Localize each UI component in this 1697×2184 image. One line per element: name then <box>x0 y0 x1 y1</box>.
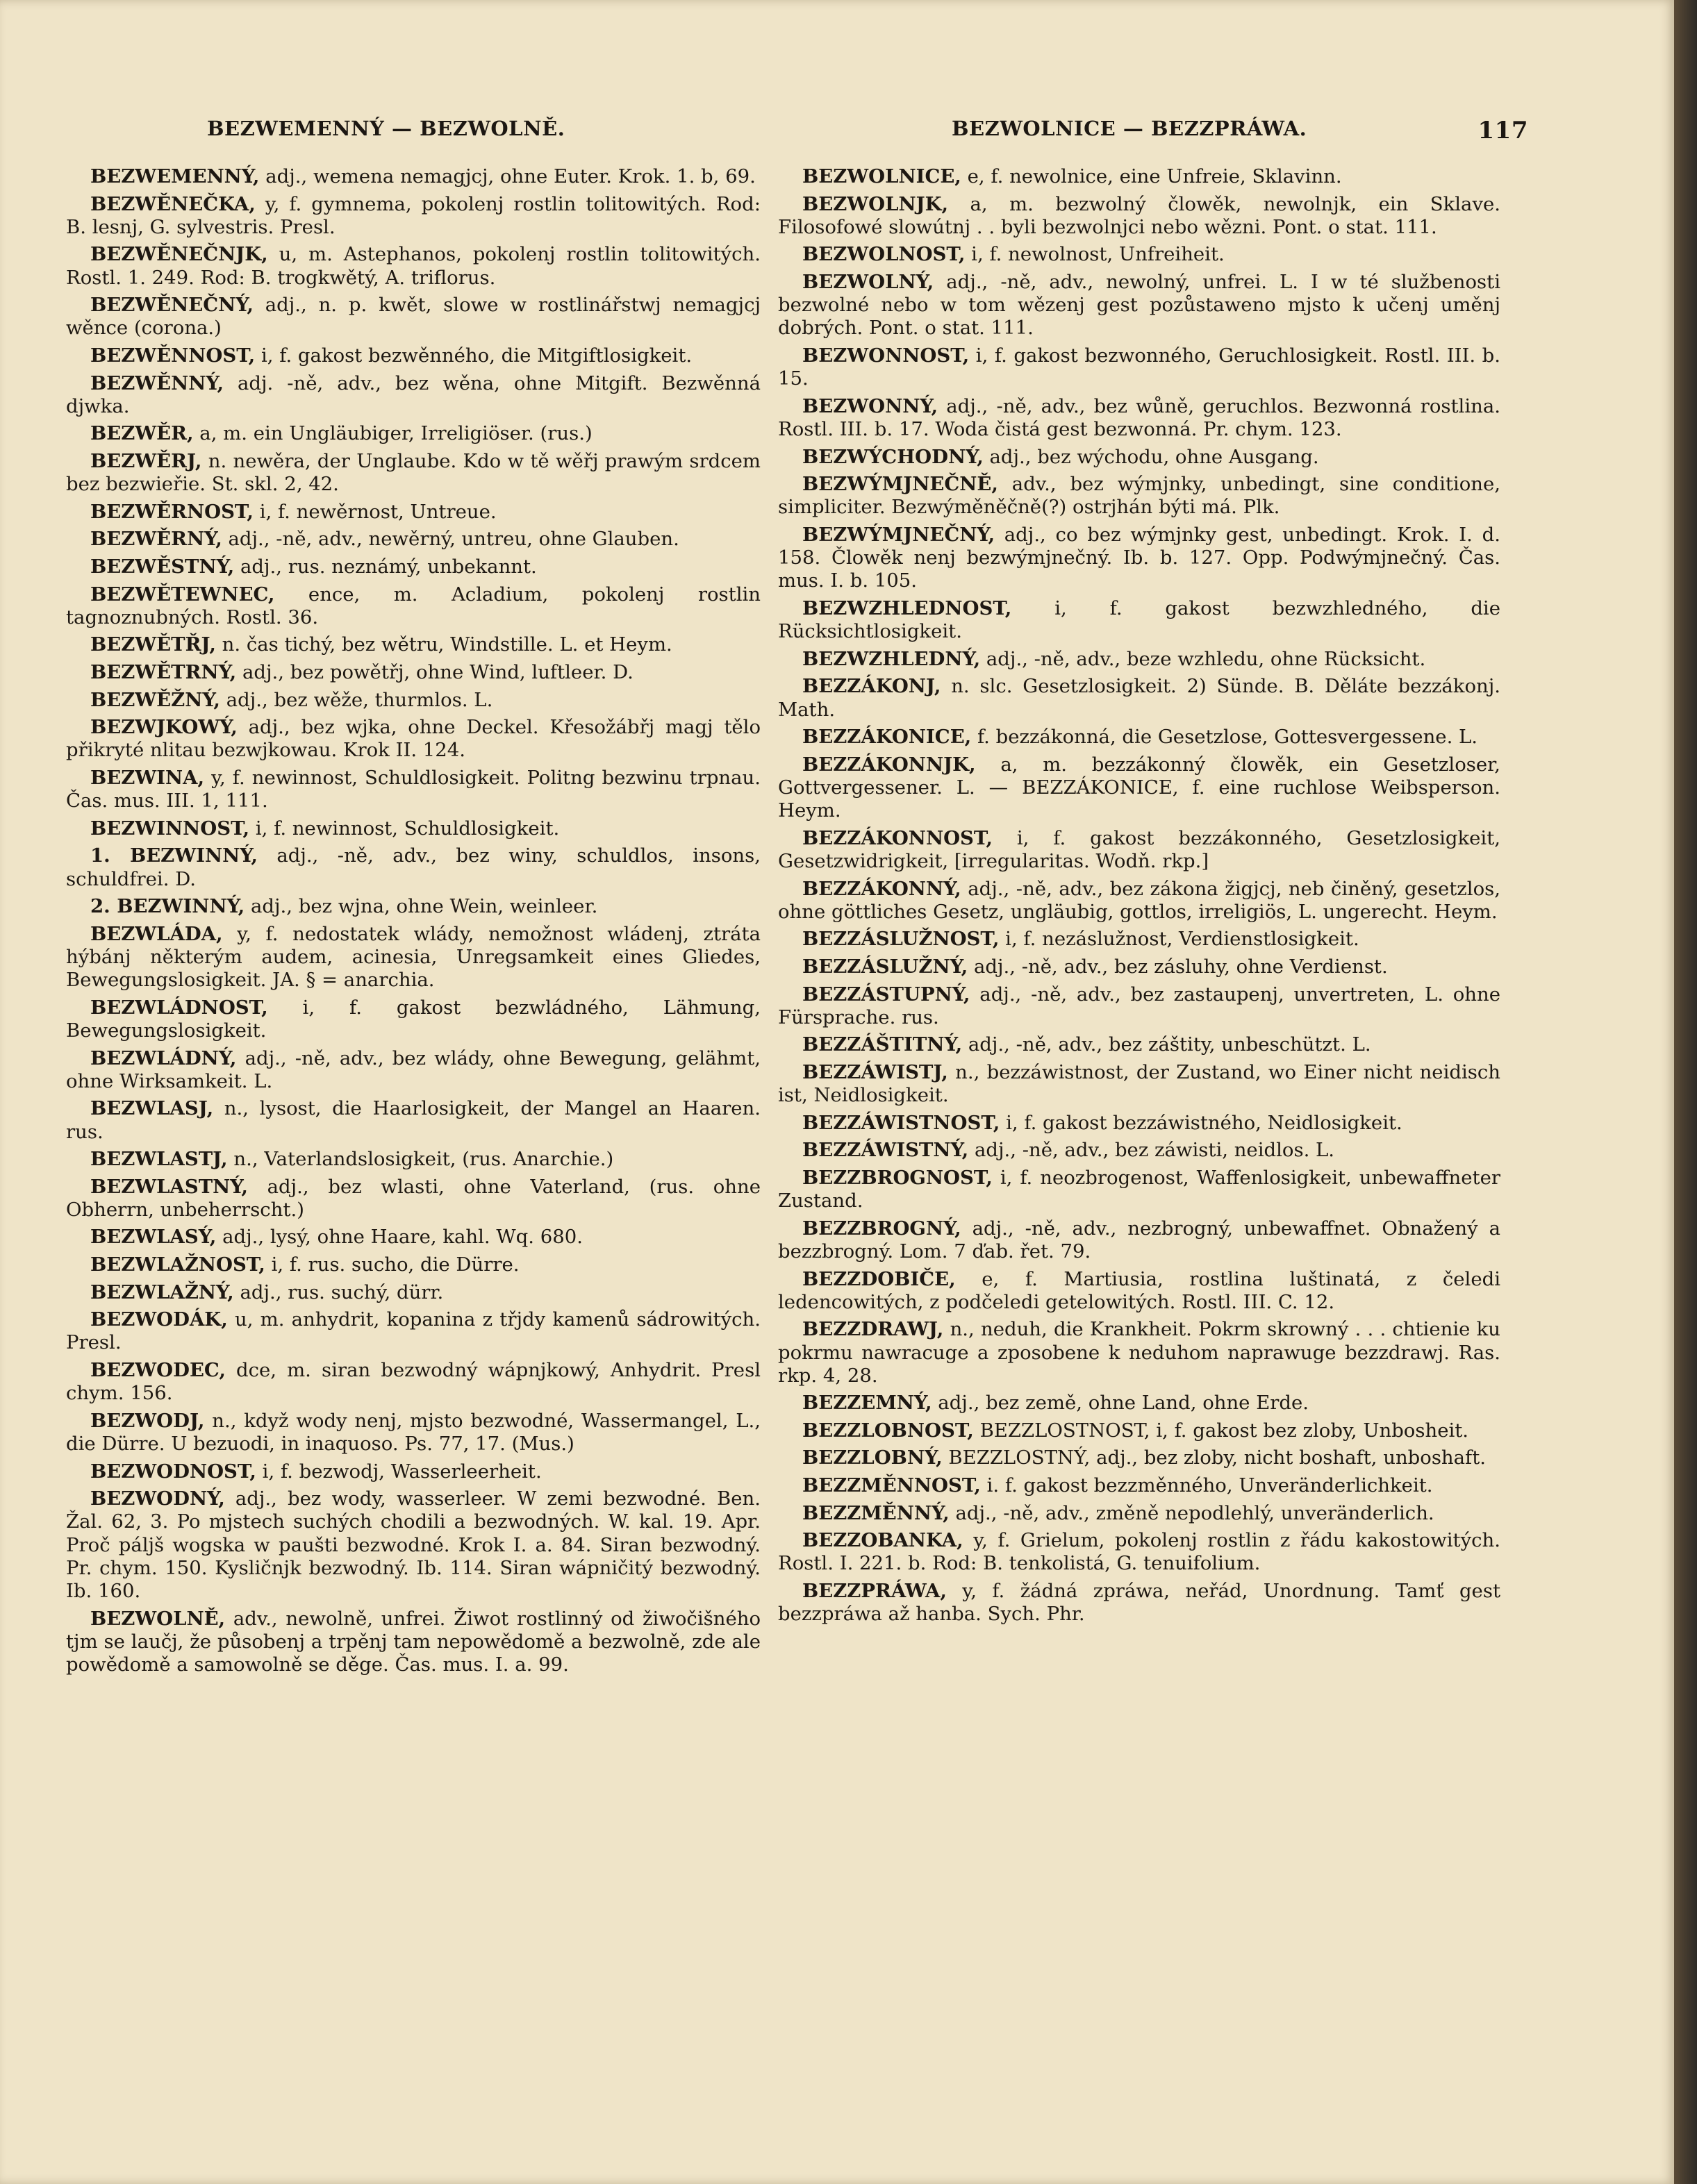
dictionary-entry <box>778 1268 1500 1314</box>
right-column <box>778 165 1500 1631</box>
dictionary-entry <box>778 1529 1500 1575</box>
dictionary-entry <box>778 1139 1500 1162</box>
dictionary-entry <box>66 528 761 551</box>
entry-headword: BEZWLÁDNOST, <box>90 996 268 1019</box>
dictionary-entry <box>778 271 1500 340</box>
entry-definition: e, f. Martiusia, rostlina luštinatá, z čeledi ledencowitých, z podčeledi getelowitých. Rostl. III. C. 12. <box>778 1267 1500 1313</box>
entry-definition: adj., -ně, adv., bez winy, schuldlos, insons, schuldfrei. D. <box>66 844 761 890</box>
entry-headword: BEZWLÁDA, <box>90 922 223 945</box>
entry-headword: BEZZLOBNOST, <box>802 1419 974 1442</box>
dictionary-entry <box>66 243 761 289</box>
entry-headword: BEZWĚRNÝ, <box>90 528 222 551</box>
dictionary-entry <box>778 983 1500 1029</box>
dictionary-entry <box>66 583 761 629</box>
entry-headword: BEZWÝMJNEČNÝ, <box>802 523 995 546</box>
entry-definition: i. f. gakost bezzměnného, Unveränderlichkeit. <box>980 1474 1433 1497</box>
entry-definition: adj., n. p. kwět, slowe w rostlinářstwj nemagjcj wěnce (corona.) <box>66 294 761 340</box>
entry-headword: BEZWĚR, <box>90 422 194 445</box>
entry-definition: adj., -ně, adv., newolný, unfrei. L. I w té službenosti bezwolné nebo w tom wězenj gest pozůstaweno mjsto k učenj uměnj dobrých. Pont. o stat. 111. <box>778 270 1500 340</box>
dictionary-entry <box>66 633 761 656</box>
entry-headword: BEZWĚRJ, <box>90 449 202 472</box>
entry-headword: BEZWLASÝ, <box>90 1226 217 1249</box>
entry-headword: BEZZMĚNNOST, <box>802 1474 981 1497</box>
dictionary-entry <box>778 928 1500 951</box>
entry-definition: adj., co bez wýmjnky gest, unbedingt. Krok. I. d. 158. Člowěk nenj bezwýmjnečný. Ib. b. 127. Opp. Podwýmjnečný. Čas. mus. I. b. 105. <box>778 523 1500 592</box>
dictionary-entry <box>778 344 1500 390</box>
dictionary-entry <box>778 473 1500 519</box>
entry-definition: y, f. žádná zpráwa, neřád, Unordnung. Tamť gest bezzpráwa až hanba. Sych. Phr. <box>778 1580 1500 1626</box>
dictionary-entry <box>66 689 761 712</box>
entry-headword: BEZWOLNÝ, <box>802 270 934 293</box>
dictionary-entry <box>778 1474 1500 1497</box>
entry-definition: adj., -ně, adv., bez wlády, ohne Bewegung, gelähmt, ohne Wirksamkeit. L. <box>66 1047 761 1092</box>
dictionary-entry <box>778 243 1500 266</box>
entry-headword: BEZWJKOWÝ, <box>90 716 238 739</box>
entry-headword: BEZWLÁDNÝ, <box>90 1047 237 1069</box>
entry-definition: i, f. gakost bezwěnného, die Mitgiftlosigkeit. <box>255 344 693 367</box>
entry-definition: n. čas tichý, bez wětru, Windstille. L. et Heym. <box>215 633 672 656</box>
entry-definition: i, f. bezwodj, Wasserleerheit. <box>256 1460 542 1483</box>
entry-headword: BEZZÁŠTITNÝ, <box>802 1033 963 1056</box>
dictionary-entry <box>778 726 1500 749</box>
entry-headword: BEZWĚNEČKA, <box>90 192 256 215</box>
dictionary-entry <box>66 1047 761 1093</box>
dictionary-entry <box>66 422 761 445</box>
dictionary-entry <box>66 661 761 684</box>
entry-definition: n., Vaterlandslosigkeit, (rus. Anarchie.) <box>227 1148 614 1171</box>
entry-definition: y, f. Grielum, pokolenj rostlin z řádu kakostowitých. Rostl. I. 221. b. Rod: B. tenkolistá, G. tenuifolium. <box>778 1529 1500 1575</box>
dictionary-entry <box>778 1167 1500 1212</box>
dictionary-entry <box>66 817 761 840</box>
entry-definition: adj., lysý, ohne Haare, kahl. Wq. 680. <box>216 1226 583 1249</box>
entry-headword: BEZWÝMJNEČNĚ, <box>802 473 998 496</box>
entry-headword: 2. BEZWINNÝ, <box>90 895 245 918</box>
entry-definition: n., bezzáwistnost, der Zustand, wo Einer nicht neidisch ist, Neidlosigkeit. <box>778 1060 1500 1107</box>
entry-headword: BEZZÁWISTNÝ, <box>802 1139 969 1162</box>
dictionary-entry <box>778 524 1500 593</box>
entry-headword: BEZZBROGNÝ, <box>802 1217 961 1240</box>
entry-headword: BEZWODNOST, <box>90 1460 256 1483</box>
dictionary-entry <box>778 1447 1500 1469</box>
dictionary-entry <box>66 1487 761 1603</box>
dictionary-entry <box>66 1460 761 1483</box>
dictionary-entry <box>778 1419 1500 1442</box>
dictionary-entry <box>778 1580 1500 1626</box>
entry-headword: BEZWĚNEČNJK, <box>90 243 268 266</box>
entry-definition: BEZZLOSTNOST, i, f. gakost bez zloby, Unbosheit. <box>973 1419 1469 1442</box>
entry-headword: BEZWOLNOST, <box>802 243 966 266</box>
entry-headword: BEZWZHLEDNOST, <box>802 597 1012 619</box>
dictionary-entry <box>778 956 1500 978</box>
dictionary-entry <box>66 1281 761 1304</box>
dictionary-entry <box>778 395 1500 441</box>
dictionary-entry <box>778 1318 1500 1387</box>
dictionary-entry <box>778 1217 1500 1263</box>
dictionary-entry <box>66 165 761 188</box>
book-edge <box>1674 0 1697 2184</box>
entry-headword: BEZWLASJ, <box>90 1097 214 1120</box>
entry-definition: i, f. gakost bezwládného, Lähmung, Bewegungslosigkeit. <box>66 996 761 1042</box>
entry-headword: BEZWODÁK, <box>90 1308 228 1331</box>
entry-definition: adj., bez wjka, ohne Deckel. Křesožábřj magj tělo přikryté nlitau bezwjkowau. Krok II. 124. <box>66 716 761 762</box>
entry-headword: BEZWĚNNOST, <box>90 344 256 367</box>
entry-headword: BEZWLAŽNÝ, <box>90 1281 234 1303</box>
entry-definition: i, f. gakost bezzákonného, Gesetzlosigkeit, Gesetzwidrigkeit, [irregularitas. Wodň. rkp.] <box>778 826 1500 872</box>
left-column <box>66 165 761 1681</box>
entry-headword: BEZZÁKONJ, <box>802 675 941 698</box>
entry-definition: adj., bez wěže, thurmlos. L. <box>220 688 493 711</box>
entry-headword: BEZWĚŽNÝ, <box>90 688 220 711</box>
entry-definition: u, m. anhydrit, kopanina z třjdy kamenů sádrowitých. Presl. <box>66 1308 761 1354</box>
entry-headword: BEZWĚTRNÝ, <box>90 660 237 683</box>
dictionary-entry <box>66 844 761 890</box>
entry-headword: BEZWOLNICE, <box>802 165 961 187</box>
dictionary-entry <box>66 344 761 367</box>
entry-definition: adj., wemena nemagjcj, ohne Euter. Krok. 1. b, 69. <box>259 165 756 187</box>
dictionary-entry <box>778 1392 1500 1415</box>
entry-headword: BEZWLASTJ, <box>90 1148 228 1171</box>
left-running-head: BEZWEMENNÝ — BEZWOLNĚ. <box>207 117 565 140</box>
entry-definition: i, f. gakost bezzáwistného, Neidlosigkeit. <box>1000 1111 1402 1134</box>
entry-headword: BEZWÝCHODNÝ, <box>802 445 984 468</box>
entry-headword: BEZZÁSLUŽNÝ, <box>802 955 968 978</box>
entry-headword: BEZZÁKONNOST, <box>802 826 993 849</box>
entry-definition: dce, m. siran bezwodný wápnjkowý, Anhydrit. Presl chym. 156. <box>66 1359 761 1405</box>
dictionary-entry <box>778 1061 1500 1107</box>
entry-headword: BEZZDRAWJ, <box>802 1318 944 1341</box>
entry-definition: i, f. rus. sucho, die Dürre. <box>265 1253 520 1276</box>
entry-definition: adj., -ně, adv., bez záwisti, neidlos. L. <box>968 1139 1335 1162</box>
entry-definition: f. bezzákonná, die Gesetzlose, Gottesvergessene. L. <box>971 726 1478 749</box>
entry-definition: e, f. newolnice, eine Unfreie, Sklavinn. <box>961 165 1342 187</box>
dictionary-entry <box>778 1033 1500 1056</box>
entry-headword: BEZWODEC, <box>90 1359 226 1382</box>
dictionary-entry <box>66 767 761 812</box>
entry-definition: adj., rus. suchý, dürr. <box>233 1281 444 1303</box>
entry-headword: BEZWLASTNÝ, <box>90 1175 248 1198</box>
dictionary-entry <box>66 1410 761 1456</box>
dictionary-entry <box>778 648 1500 671</box>
entry-headword: BEZWĚSTNÝ, <box>90 555 235 578</box>
entry-headword: BEZWOLNĚ, <box>90 1607 226 1630</box>
entry-definition: adj., bez wlasti, ohne Vaterland, (rus. ohne Obherrn, unbeherrscht.) <box>66 1175 761 1221</box>
entry-definition: adj., bez wjna, ohne Wein, weinleer. <box>245 895 598 918</box>
entry-definition: adj., bez wody, wasserleer. W zemi bezwodné. Ben. Žal. 62, 3. Po mjstech suchých chodili a bezwodných. W. kal. 19. Apr. Proč páljš wogska w paušti bezwodné. Krok I. a. 84. Siran bezwodný. Pr. chym. 150. Kysličnjk bezwodný. Ib. 114. Siran wápničitý bezwodný. Ib. 160. <box>66 1487 761 1603</box>
dictionary-entry <box>66 372 761 418</box>
entry-definition: adv., bez wýmjnky, unbedingt, sine conditione, simpliciter. Bezwýměněčně(?) ostrjhán býti má. Plk. <box>778 473 1500 519</box>
dictionary-entry <box>778 165 1500 188</box>
entry-headword: BEZZPRÁWA, <box>802 1580 947 1603</box>
entry-definition: a, m. ein Ungläubiger, Irreligiöser. (rus.) <box>193 422 593 445</box>
page-number: 117 <box>1477 117 1528 144</box>
entry-headword: BEZWODNÝ, <box>90 1487 225 1510</box>
dictionary-entry <box>66 923 761 992</box>
dictionary-entry <box>778 193 1500 239</box>
entry-headword: BEZWZHLEDNÝ, <box>802 647 981 670</box>
entry-definition: adj., -ně, adv., beze wzhledu, ohne Rücksicht. <box>980 647 1426 670</box>
dictionary-entry <box>66 556 761 578</box>
entry-definition: i, f. newěrnost, Untreue. <box>253 500 497 523</box>
entry-headword: BEZZÁWISTNOST, <box>802 1111 1000 1134</box>
entry-headword: BEZZÁKONNÝ, <box>802 877 961 900</box>
dictionary-entry <box>778 753 1500 823</box>
entry-headword: BEZZEMNÝ, <box>802 1392 932 1415</box>
entry-headword: BEZZÁKONNJK, <box>802 753 976 776</box>
entry-headword: BEZZLOBNÝ, <box>802 1447 943 1469</box>
entry-definition: i, f. nezáslužnost, Verdienstlosigkeit. <box>999 928 1359 951</box>
entry-headword: BEZZBROGNOST, <box>802 1166 993 1189</box>
entry-definition: i, f. gakost bezwonného, Geruchlosigkeit. Rostl. III. b. 15. <box>778 344 1500 390</box>
entry-definition: y, f. nedostatek wlády, nemožnost wládenj, ztráta hýbánj některým audem, acinesia, Unregsamkeit eines Gliedes, Bewegungslosigkeit. JA. § = anarchia. <box>66 922 761 992</box>
dictionary-entry <box>66 716 761 762</box>
entry-definition: u, m. Astephanos, pokolenj rostlin tolitowitých. Rostl. 1. 249. Rod: B. trogkwětý, A. triflorus. <box>66 243 761 289</box>
dictionary-entry <box>778 1112 1500 1135</box>
dictionary-entry <box>66 895 761 918</box>
entry-headword: BEZZÁWISTJ, <box>802 1060 948 1083</box>
entry-headword: BEZWLAŽNOST, <box>90 1253 265 1276</box>
dictionary-entry <box>66 1226 761 1249</box>
dictionary-entry <box>778 597 1500 643</box>
dictionary-entry <box>778 446 1500 469</box>
entry-headword: BEZWODJ, <box>90 1409 205 1432</box>
dictionary-entry <box>66 1148 761 1171</box>
dictionary-entry <box>66 294 761 340</box>
entry-definition: ence, m. Acladium, pokolenj rostlin tagnoznubných. Rostl. 36. <box>66 583 761 628</box>
entry-headword: BEZWĚNEČNÝ, <box>90 294 254 317</box>
dictionary-entry <box>66 1359 761 1405</box>
dictionary-entry <box>66 1253 761 1276</box>
entry-headword: BEZWĚRNOST, <box>90 500 254 523</box>
entry-headword: BEZWINA, <box>90 766 205 789</box>
entry-definition: adj., bez powětřj, ohne Wind, luftleer. D. <box>236 660 634 683</box>
entry-headword: BEZZÁSLUŽNOST, <box>802 928 1000 951</box>
dictionary-entry <box>66 450 761 496</box>
entry-headword: BEZWEMENNÝ, <box>90 165 260 187</box>
entry-definition: adj., -ně, adv., bez zákona žigjcj, neb činěný, gesetzlos, ohne göttliches Gesetz, ungläubig, gottlos, irreligiös, L. ungerecht. Heym. <box>778 877 1500 923</box>
entry-headword: BEZZMĚNNÝ, <box>802 1501 950 1524</box>
entry-definition: n. newěra, der Unglaube. Kdo w tě wěřj prawým srdcem bez bezwieřie. St. skl. 2, 42. <box>66 449 761 496</box>
entry-definition: i, f. gakost bezwzhledného, die Rücksichtlosigkeit. <box>778 597 1500 643</box>
entry-definition: adj. -ně, adv., bez wěna, ohne Mitgift. Bezwěnná djwka. <box>66 372 761 417</box>
entry-definition: adj., -ně, adv., bez wůně, geruchlos. Bezwonná rostlina. Rostl. III. b. 17. Woda čistá gest bezwonná. Pr. chym. 123. <box>778 394 1500 440</box>
entry-definition: a, m. bezwolný člowěk, newolnjk, ein Sklave. Filosofowé slowútnj . . byli bezwolnjci nebo wězni. Pont. o stat. 111. <box>778 192 1500 238</box>
entry-headword: BEZWĚNNÝ, <box>90 372 224 394</box>
entry-definition: adv., newolně, unfrei. Žiwot rostlinný od žiwočišného tjm se laučj, že působenj a trpěnj tam nepowědomě a bezwolně, zde ale powědomě a samowolně se děge. Čas. mus. I. a. 99. <box>66 1607 761 1676</box>
entry-definition: adj., -ně, adv., bez záštity, unbeschützt. L. <box>962 1033 1371 1056</box>
dictionary-entry <box>66 1608 761 1677</box>
right-running-head: BEZWOLNICE — BEZZPRÁWA. <box>952 117 1307 140</box>
entry-definition: n., neduh, die Krankheit. Pokrm skrowný . . . chtienie ku pokrmu nawracuge a zposobene k neduhom naprawuge bezzdrawj. Ras. rkp. 4, 28. <box>778 1318 1500 1387</box>
entry-headword: BEZZÁKONICE, <box>802 726 972 749</box>
dictionary-entry <box>66 1176 761 1222</box>
entry-definition: BEZZLOSTNÝ, adj., bez zloby, nicht boshaft, unboshaft. <box>942 1447 1487 1469</box>
dictionary-entry <box>66 193 761 239</box>
entry-definition: y, f. newinnost, Schuldlosigkeit. Politng bezwinu trpnau. Čas. mus. III. 1, 111. <box>66 766 761 812</box>
dictionary-entry <box>778 1502 1500 1525</box>
entry-definition: n., když wody nenj, mjsto bezwodné, Wassermangel, L., die Dürre. U bezuodi, in inaquoso. Ps. 77, 17. (Mus.) <box>66 1409 761 1456</box>
entry-definition: i, f. newinnost, Schuldlosigkeit. <box>249 817 560 840</box>
entry-headword: BEZWONNOST, <box>802 344 970 367</box>
entry-headword: BEZZDOBIČE, <box>802 1267 956 1290</box>
dictionary-entry <box>66 1308 761 1354</box>
entry-definition: adj., rus. neznámý, unbekannt. <box>234 555 537 578</box>
entry-headword: BEZWĚTEWNEC, <box>90 583 275 606</box>
dictionary-entry <box>778 878 1500 924</box>
entry-definition: adj., -ně, adv., bez zásluhy, ohne Verdienst. <box>968 955 1388 978</box>
entry-definition: n., lysost, die Haarlosigkeit, der Mangel an Haaren. rus. <box>66 1097 761 1143</box>
entry-headword: 1. BEZWINNÝ, <box>90 844 258 867</box>
entry-definition: a, m. bezzákonný člowěk, ein Gesetzloser, Gottvergessener. L. — BEZZÁKONICE, f. eine ruchlose Weibsperson. Heym. <box>778 753 1500 822</box>
dictionary-entry <box>66 501 761 524</box>
entry-definition: n. slc. Gesetzlosigkeit. 2) Sünde. B. Děláte bezzákonj. Math. <box>778 675 1500 721</box>
entry-definition: i, f. neozbrogenost, Waffenlosigkeit, unbewaffneter Zustand. <box>778 1166 1500 1212</box>
entry-definition: adj., -ně, adv., změně nepodlehlý, unveränderlich. <box>949 1501 1434 1524</box>
entry-headword: BEZWĚTŘJ, <box>90 633 216 656</box>
dictionary-entry <box>66 997 761 1042</box>
dictionary-entry <box>66 1097 761 1143</box>
entry-definition: adj., bez wýchodu, ohne Ausgang. <box>983 445 1319 468</box>
entry-definition: adj., bez země, ohne Land, ohne Erde. <box>932 1392 1309 1415</box>
entry-headword: BEZWONNÝ, <box>802 394 938 417</box>
dictionary-entry <box>778 827 1500 873</box>
entry-headword: BEZWOLNJK, <box>802 192 949 215</box>
entry-headword: BEZWINNOST, <box>90 817 250 840</box>
entry-definition: adj., -ně, adv., nezbrogný, unbewaffnet. Obnažený a bezzbrogný. Lom. 7 ďab. řet. 79. <box>778 1217 1500 1262</box>
entry-headword: BEZZÁSTUPNÝ, <box>802 983 970 1006</box>
entry-headword: BEZZOBANKA, <box>802 1529 963 1552</box>
entry-definition: adj., -ně, adv., newěrný, untreu, ohne Glauben. <box>222 528 679 551</box>
entry-definition: i, f. newolnost, Unfreiheit. <box>965 243 1225 266</box>
entry-definition: y, f. gymnema, pokolenj rostlin tolitowitých. Rod: B. lesnj, G. sylvestris. Presl. <box>66 192 761 238</box>
dictionary-entry <box>778 675 1500 721</box>
entry-definition: adj., -ně, adv., bez zastaupenj, unvertreten, L. ohne Fürsprache. rus. <box>778 983 1500 1028</box>
